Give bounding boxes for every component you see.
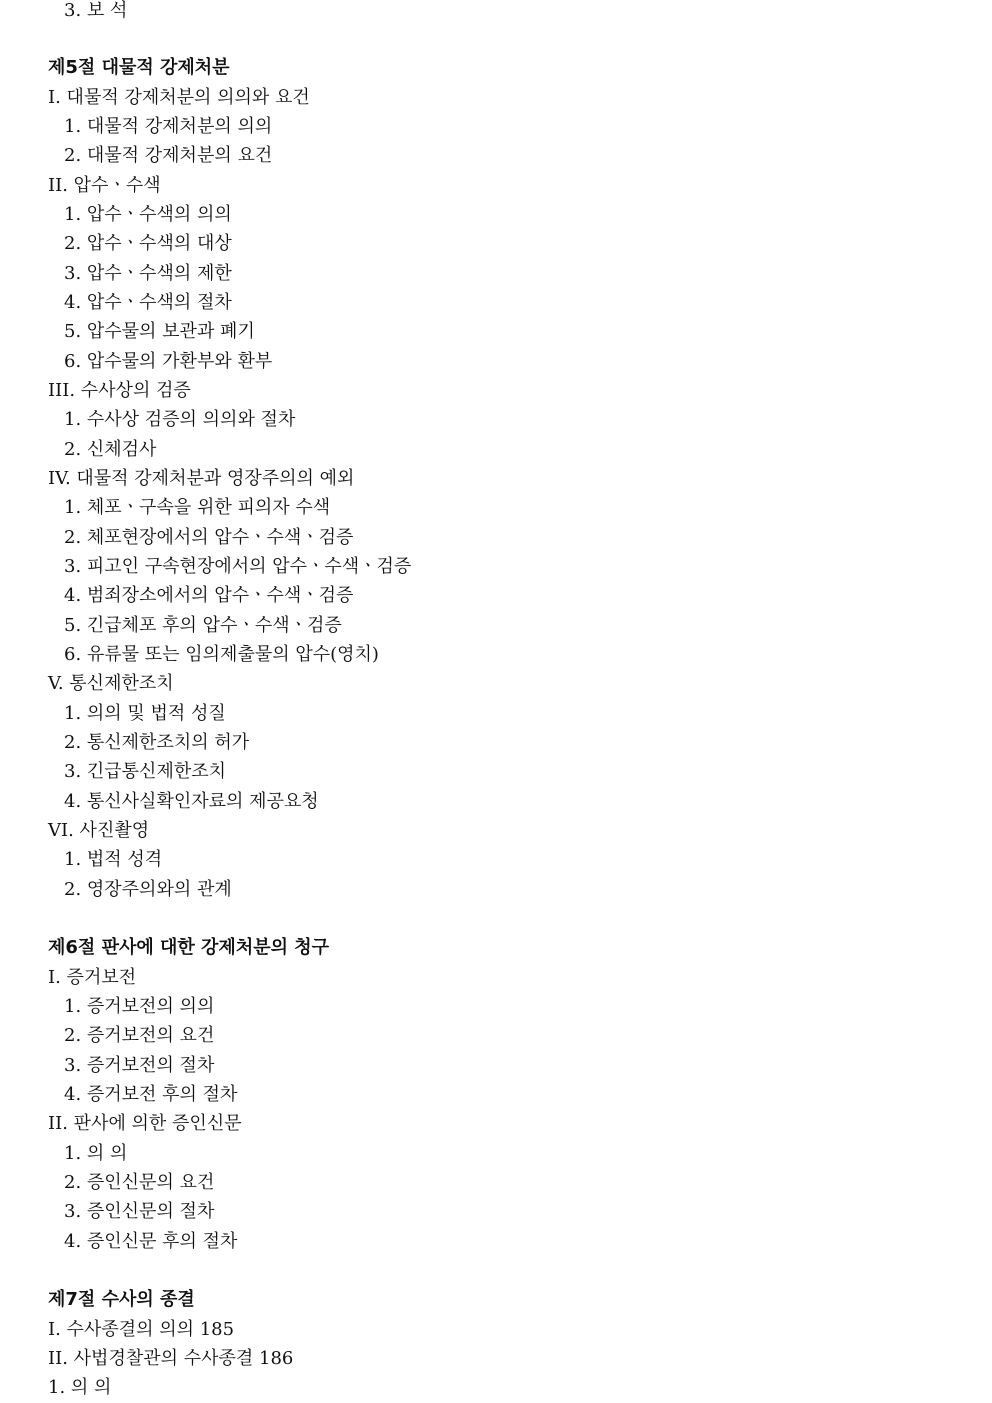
toc-item: 4. 범죄장소에서의 압수ㆍ수색ㆍ검증 <box>64 585 354 606</box>
section-heading: 제5절 대물적 강제처분 <box>48 57 230 78</box>
toc-item: 2. 체포현장에서의 압수ㆍ수색ㆍ검증 <box>64 527 354 548</box>
toc-item: 1. 수사상 검증의 의의와 절차 <box>64 409 296 430</box>
toc-item: 3. 피고인 구속현장에서의 압수ㆍ수색ㆍ검증 <box>64 556 412 577</box>
toc-item: 2. 영장주의와의 관계 <box>64 879 232 900</box>
toc-item: 4. 압수ㆍ수색의 절차 <box>64 292 232 313</box>
toc-item: 6. 압수물의 가환부와 환부 <box>64 351 273 372</box>
toc-item: 2. 압수ㆍ수색의 대상 <box>64 233 232 254</box>
toc-roman-item: III. 수사상의 검증 <box>48 380 191 401</box>
toc-item: 3. 긴급통신제한조치 <box>64 761 226 782</box>
toc-roman-item: II. 판사에 의한 증인신문 <box>48 1113 242 1134</box>
section-heading: 제7절 수사의 종결 <box>48 1289 195 1310</box>
toc-item: 2. 증인신문의 요건 <box>64 1172 215 1193</box>
toc-item: 1. 법적 성격 <box>64 849 163 870</box>
toc-item: 2. 통신제한조치의 허가 <box>64 732 250 753</box>
toc-item: 4. 통신사실확인자료의 제공요청 <box>64 791 319 812</box>
toc-item: 3. 증인신문의 절차 <box>64 1201 215 1222</box>
toc-item: 3. 압수ㆍ수색의 제한 <box>64 263 232 284</box>
toc-roman-item: VI. 사진촬영 <box>48 820 150 841</box>
toc-item: 4. 증인신문 후의 절차 <box>64 1231 238 1252</box>
toc-item: 1. 체포ㆍ구속을 위한 피의자 수색 <box>64 497 331 518</box>
toc-item: 2. 신체검사 <box>64 439 157 460</box>
section-heading: 제6절 판사에 대한 강제처분의 청구 <box>48 937 330 958</box>
toc-roman-item: IV. 대물적 강제처분과 영장주의의 예외 <box>48 468 355 489</box>
toc-item: 5. 긴급체포 후의 압수ㆍ수색ㆍ검증 <box>64 615 342 636</box>
toc-item: 1. 증거보전의 의의 <box>64 996 215 1017</box>
toc-roman-item: V. 통신제한조치 <box>48 673 174 694</box>
toc-roman-item: I. 대물적 강제처분의 의의와 요건 <box>48 87 310 108</box>
toc-item: 3. 보 석 <box>64 0 128 21</box>
toc-roman-item: II. 사법경찰관의 수사종결 186 <box>48 1348 294 1369</box>
toc-item: 2. 대물적 강제처분의 요건 <box>64 145 273 166</box>
toc-item: 3. 증거보전의 절차 <box>64 1055 215 1076</box>
toc-roman-item: II. 압수ㆍ수색 <box>48 175 161 196</box>
toc-item: 1. 의 의 <box>48 1377 112 1398</box>
toc-item: 5. 압수물의 보관과 폐기 <box>64 321 255 342</box>
toc-item: 6. 유류물 또는 임의제출물의 압수(영치) <box>64 644 379 665</box>
toc-item: 1. 압수ㆍ수색의 의의 <box>64 204 232 225</box>
toc-item: 2. 증거보전의 요건 <box>64 1025 215 1046</box>
toc-item: 4. 증거보전 후의 절차 <box>64 1084 238 1105</box>
toc-roman-item: I. 증거보전 <box>48 967 137 988</box>
toc-roman-item: I. 수사종결의 의의 185 <box>48 1319 235 1340</box>
toc-item: 1. 대물적 강제처분의 의의 <box>64 116 273 137</box>
toc-item: 1. 의 의 <box>64 1143 128 1164</box>
toc-item: 1. 의의 및 법적 성질 <box>64 703 226 724</box>
